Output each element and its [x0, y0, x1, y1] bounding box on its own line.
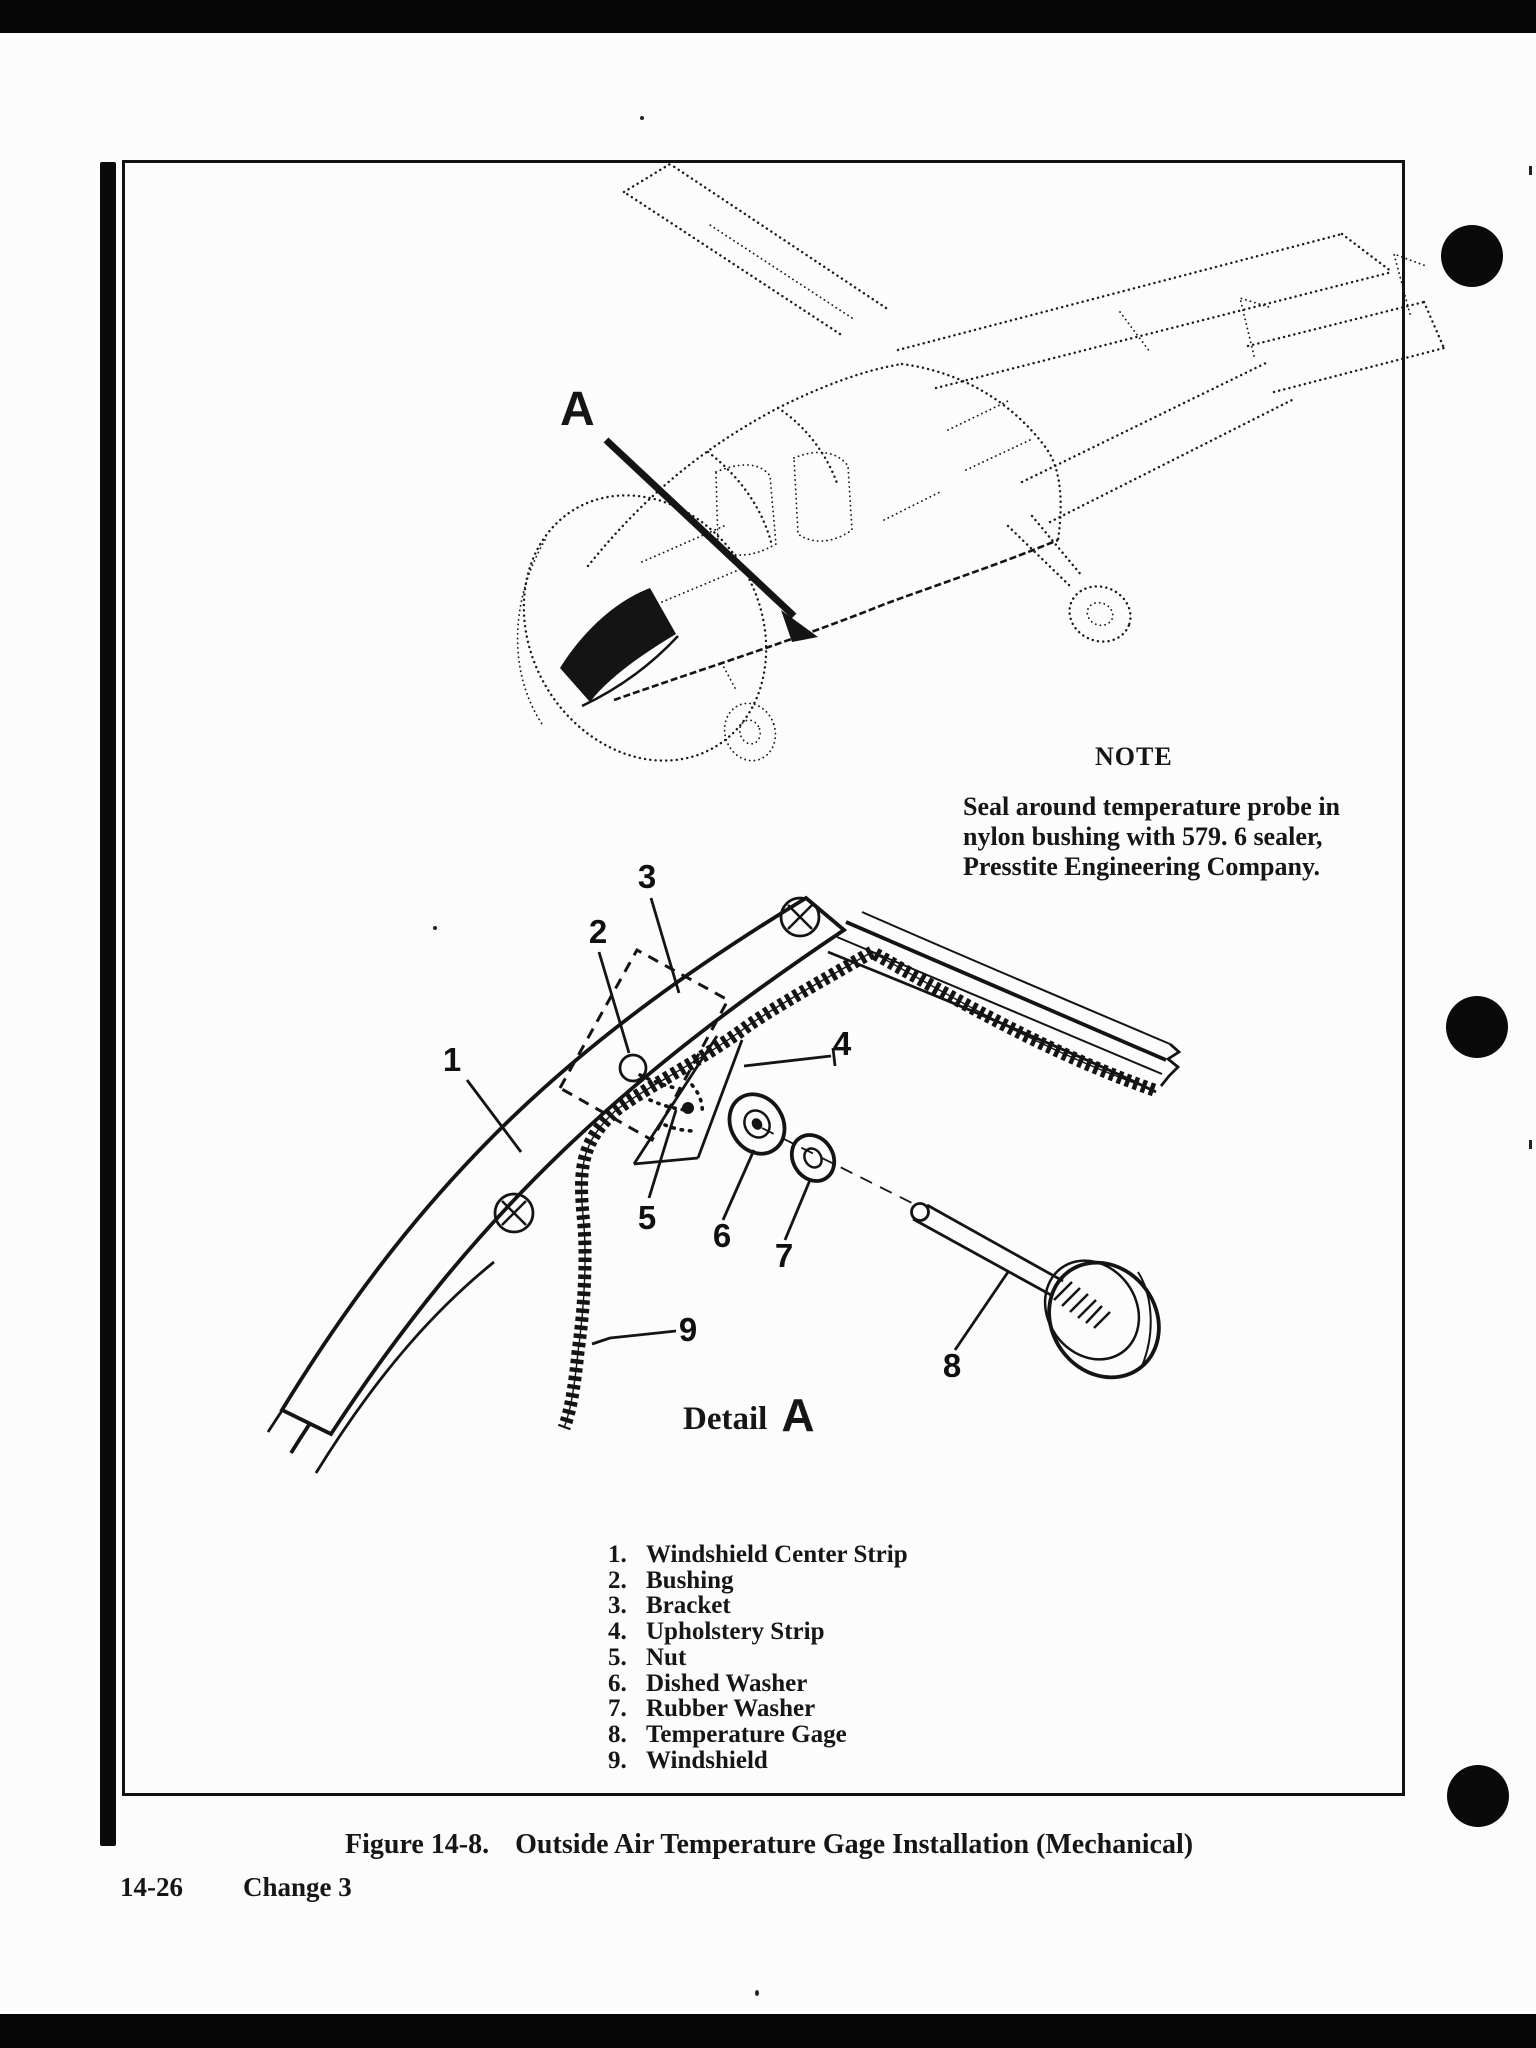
parts-list [608, 1542, 908, 1773]
detail-drawing [268, 898, 1181, 1473]
parts-list-item: 1. Windshield Center Strip [608, 1541, 908, 1568]
figure-caption-title: Outside Air Temperature Gage Installation (Mechanical) [515, 1829, 1194, 1860]
note-line: nylon bushing with 579. 6 sealer, [963, 822, 1323, 851]
change-number: Change 3 [243, 1872, 352, 1902]
parts-list-item: 3. Bracket [608, 1592, 731, 1620]
dished-washer [719, 1084, 796, 1164]
roof-band [828, 912, 1179, 1092]
page-speck [640, 116, 644, 120]
callout-6: 6 [712, 1217, 732, 1254]
page-speck [755, 1990, 759, 1996]
parts-list-item: 4. Upholstery Strip [608, 1618, 825, 1646]
aircraft-sketch [476, 164, 1444, 805]
page-speck [1529, 166, 1532, 175]
rubber-washer [783, 1127, 842, 1189]
parts-list-item: 6. Dished Washer [608, 1669, 808, 1697]
page-footer [120, 1872, 352, 1903]
callout-8: 8 [942, 1347, 962, 1384]
detail-caption [683, 1389, 815, 1442]
detail-pointer-label: A [560, 383, 595, 436]
figure-caption-label: Figure 14-8. [345, 1829, 490, 1860]
callout-3: 3 [637, 858, 657, 895]
callout-9: 9 [678, 1311, 698, 1348]
note-line: Seal around temperature probe in [963, 792, 1341, 821]
parts-list-item: 5. Nut [608, 1643, 687, 1671]
windshield-center-strip [282, 898, 844, 1434]
note-line: Presstite Engineering Company. [963, 852, 1321, 881]
page-speck [1529, 1140, 1532, 1149]
parts-list-item: 9. Windshield [608, 1746, 768, 1774]
callout-2: 2 [588, 913, 608, 950]
figure-caption [345, 1829, 1193, 1861]
parts-list-item: 2. Bushing [608, 1566, 734, 1594]
detail-caption-word: Detail [683, 1400, 768, 1437]
detail-caption-letter: A [781, 1389, 815, 1441]
parts-list-item: 7. Rubber Washer [608, 1695, 816, 1723]
page-speck [433, 926, 437, 930]
page-number: 14-26 [120, 1872, 183, 1902]
note-heading: NOTE [1095, 742, 1173, 771]
callout-7: 7 [774, 1237, 794, 1274]
parts-list-item: 8. Temperature Gage [608, 1720, 847, 1748]
callout-4: 4 [832, 1025, 852, 1062]
callout-5: 5 [637, 1199, 657, 1236]
callout-1: 1 [442, 1041, 462, 1078]
